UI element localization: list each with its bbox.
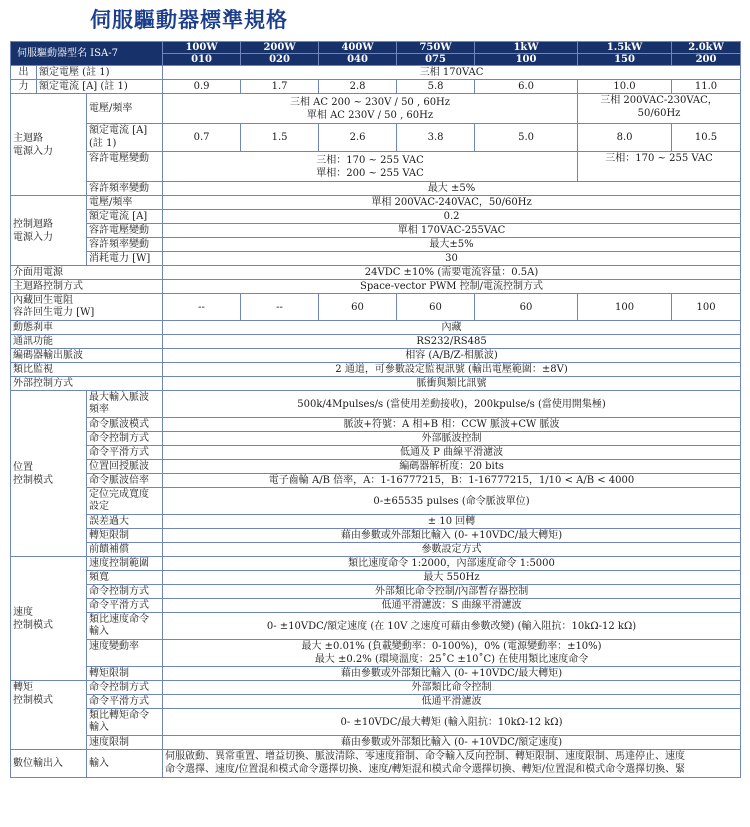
main-voltage-value-high: 三相 200VAC-230VAC，50/60Hz xyxy=(578,94,741,124)
model-code-075: 075 xyxy=(397,54,475,66)
speed-variation-value xyxy=(163,640,741,667)
regen-label xyxy=(11,294,163,321)
control-method-label: 主迴路控制方式 xyxy=(11,280,163,294)
main-freq-label: 容許頻率變動 xyxy=(87,182,163,196)
model-power-750w: 750W xyxy=(397,42,475,54)
regen-075: 60 xyxy=(397,294,475,321)
spec-table xyxy=(10,41,741,778)
speed-cmd-smooth-label: 命令平滑方式 xyxy=(87,599,163,613)
speed-torque-limit-label: 轉矩限制 xyxy=(87,667,163,681)
model-power-1kw: 1kW xyxy=(475,42,578,54)
torque-speed-limit-label: 速度限制 xyxy=(87,736,163,750)
model-power-400w: 400W xyxy=(319,42,397,54)
position-feedback-label: 位置回授脈波 xyxy=(87,460,163,474)
digital-input-value-line2: 命令選擇、速度/位置混和模式命令選擇切換、速度/轉矩混和模式命令選擇切換、轉矩/位置混和模式命令選擇切換、緊 xyxy=(165,763,686,775)
position-torque-limit-value: 藉由參數或外部類比輸入 (0- +10VDC/最大轉矩) xyxy=(163,529,741,543)
main-current-label xyxy=(87,124,163,152)
encoder-label: 編碼器輸出脈波 xyxy=(11,349,163,363)
position-cmd-control-label: 命令控制方式 xyxy=(87,432,163,446)
model-code-020: 020 xyxy=(241,54,319,66)
speed-cmd-smooth-value: 低通平滑濾波：S 曲線平滑濾波 xyxy=(163,599,741,613)
speed-torque-limit-value: 藉由參數或外部類比輸入 (0- +10VDC/最大轉矩) xyxy=(163,667,741,681)
position-max-pulse-label-line2: 頻率 xyxy=(89,404,109,415)
main-current-010: 0.7 xyxy=(163,124,241,152)
main-current-040: 2.6 xyxy=(319,124,397,152)
main-current-label-line2: (註 1) xyxy=(89,137,117,149)
speed-analog-cmd-label xyxy=(87,613,163,640)
speed-range-value: 類比速度命令 1:2000，內部速度命令 1:5000 xyxy=(163,557,741,571)
output-current-100: 6.0 xyxy=(475,80,578,94)
torque-analog-cmd-label xyxy=(87,709,163,736)
digital-io-group: 數位輸出入 xyxy=(11,750,87,778)
position-cmd-smooth-label: 命令平滑方式 xyxy=(87,446,163,460)
output-current-020: 1.7 xyxy=(241,80,319,94)
torque-mode-group-line2: 控制模式 xyxy=(13,695,53,706)
model-label: 伺服驅動器型名 ISA-7 xyxy=(11,42,163,66)
control-consumption-label: 消耗電力 [W] xyxy=(87,252,163,266)
model-power-1-5kw: 1.5kW xyxy=(578,42,672,54)
main-power-group xyxy=(11,94,87,196)
speed-variation-value-line2: 最大 ±0.2% (環境溫度：25˚C ±10˚C) 在使用類比速度命令 xyxy=(314,654,589,665)
main-current-075: 3.8 xyxy=(397,124,475,152)
main-current-label-line1: 額定電流 [A] xyxy=(89,125,148,136)
torque-cmd-control-value: 外部類比命令控制 xyxy=(163,681,741,695)
model-power-200w: 200W xyxy=(241,42,319,54)
model-code-040: 040 xyxy=(319,54,397,66)
position-max-pulse-label xyxy=(87,391,163,418)
model-power-100w: 100W xyxy=(163,42,241,54)
output-rated-current-label: 額定電流 [A] (註 1) xyxy=(37,80,163,94)
torque-cmd-smooth-value: 低通平滑濾波 xyxy=(163,695,741,709)
regen-040: 60 xyxy=(319,294,397,321)
position-torque-limit-label: 轉矩限制 xyxy=(87,529,163,543)
regen-label-line2: 容許回生電力 [W] xyxy=(13,307,95,318)
speed-bandwidth-value: 最大 550Hz xyxy=(163,571,741,585)
regen-200: 100 xyxy=(672,294,741,321)
main-voltage-value-line2: 單相 AC 230V / 50 , 60Hz xyxy=(306,109,434,121)
position-inpos-label-line2: 設定 xyxy=(89,501,109,512)
position-inpos-label xyxy=(87,488,163,515)
encoder-value: 相容 (A/B/Z-相脈波) xyxy=(163,349,741,363)
speed-mode-group-line1: 速度 xyxy=(13,606,33,618)
main-tolerance-value-high: 三相：170 ~ 255 VAC xyxy=(578,152,741,182)
position-mode-group-line1: 位置 xyxy=(13,461,33,473)
speed-mode-group-line2: 控制模式 xyxy=(13,619,53,631)
control-power-group-line2: 電源入力 xyxy=(13,231,53,243)
main-current-150: 8.0 xyxy=(578,124,672,152)
digital-input-label: 輸入 xyxy=(87,750,163,778)
control-current-value: 0.2 xyxy=(163,210,741,224)
control-voltage-label: 電壓/頻率 xyxy=(87,196,163,210)
output-rated-voltage-value: 三相 170VAC xyxy=(163,66,741,80)
main-tolerance-value-line1: 三相：170 ~ 255 VAC xyxy=(316,154,424,166)
main-tolerance-label: 容許電壓變動 xyxy=(87,152,163,182)
position-feedforward-value: 參數設定方式 xyxy=(163,543,741,557)
torque-mode-group xyxy=(11,681,87,750)
output-current-200: 11.0 xyxy=(672,80,741,94)
control-tolerance-label: 容許電壓變動 xyxy=(87,224,163,238)
digital-input-value-line1: 伺服啟動、異常重置、增益切換、脈波清除、零速度箝制、命令輸入反向控制、轉矩限制、速度限制、馬達停止、速度 xyxy=(165,751,686,762)
analog-monitor-value: 2 通道，可參數設定監視訊號 (輸出電壓範圍：±8V) xyxy=(163,363,741,377)
control-power-group xyxy=(11,196,87,266)
position-pulse-mode-label: 命令脈波模式 xyxy=(87,418,163,432)
main-voltage-value xyxy=(163,94,578,124)
digital-input-value xyxy=(163,750,741,778)
model-power-2kw: 2.0kW xyxy=(672,42,741,54)
analog-monitor-label: 類比監視 xyxy=(11,363,163,377)
position-max-pulse-value: 500k/4Mpulses/s (當使用差動接收)，200kpulse/s (當使用開集極) xyxy=(163,391,741,418)
main-current-100: 5.0 xyxy=(475,124,578,152)
regen-label-line1: 內藏回生電阻 xyxy=(13,294,73,306)
torque-analog-cmd-value: 0- ±10VDC/最大轉矩 (輸入阻抗：10kΩ-12 kΩ) xyxy=(163,709,741,736)
speed-mode-group xyxy=(11,557,87,681)
main-freq-value: 最大 ±5% xyxy=(163,182,741,196)
speed-cmd-control-label: 命令控制方式 xyxy=(87,585,163,599)
speed-analog-cmd-label-line2: 輸入 xyxy=(89,626,109,637)
output-current-040: 2.8 xyxy=(319,80,397,94)
regen-020: -- xyxy=(241,294,319,321)
interface-power-label: 介面用電源 xyxy=(11,266,163,280)
regen-150: 100 xyxy=(578,294,672,321)
control-freq-label: 容許頻率變動 xyxy=(87,238,163,252)
output-current-075: 5.8 xyxy=(397,80,475,94)
output-current-150: 10.0 xyxy=(578,80,672,94)
main-voltage-label: 電壓/頻率 xyxy=(87,94,163,124)
torque-analog-cmd-label-line2: 輸入 xyxy=(89,722,109,733)
interface-power-value: 24VDC ±10% (需要電流容量：0.5A) xyxy=(163,266,741,280)
output-group-top: 出 xyxy=(11,66,37,80)
main-current-200: 10.5 xyxy=(672,124,741,152)
position-gear-value: 電子齒輪 A/B 倍率，A：1-16777215，B：1-16777215，1/10 < A/B < 4000 xyxy=(163,474,741,488)
main-power-group-line2: 電源入力 xyxy=(13,145,53,157)
torque-cmd-smooth-label: 命令平滑方式 xyxy=(87,695,163,709)
speed-range-label: 速度控制範圍 xyxy=(87,557,163,571)
control-consumption-value: 30 xyxy=(163,252,741,266)
position-error-value: ± 10 回轉 xyxy=(163,515,741,529)
dynamic-brake-label: 動態刹車 xyxy=(11,321,163,335)
position-cmd-control-value: 外部脈波控制 xyxy=(163,432,741,446)
main-voltage-value-line1: 三相 AC 200 ~ 230V / 50 , 60Hz xyxy=(289,96,451,108)
position-cmd-smooth-value: 低通及 P 曲線平滑濾波 xyxy=(163,446,741,460)
position-inpos-label-line1: 定位完成寬度 xyxy=(89,488,149,500)
main-tolerance-value xyxy=(163,152,578,182)
position-pulse-mode-value: 脈波+符號：A 相+B 相：CCW 脈波+CW 脈波 xyxy=(163,418,741,432)
model-code-010: 010 xyxy=(163,54,241,66)
position-feedforward-label: 前饋補償 xyxy=(87,543,163,557)
control-power-group-line1: 控制迴路 xyxy=(13,218,53,230)
control-current-label: 額定電流 [A] xyxy=(87,210,163,224)
position-inpos-value: 0-±65535 pulses (命令脈波單位) xyxy=(163,488,741,515)
position-feedback-value: 編碼器解析度：20 bits xyxy=(163,460,741,474)
control-tolerance-value: 單相 170VAC-255VAC xyxy=(163,224,741,238)
regen-100: 60 xyxy=(475,294,578,321)
comm-value: RS232/RS485 xyxy=(163,335,741,349)
torque-mode-group-line1: 轉矩 xyxy=(13,682,33,693)
regen-010: -- xyxy=(163,294,241,321)
model-code-200: 200 xyxy=(672,54,741,66)
speed-variation-value-line1: 最大 ±0.01% (負載變動率：0-100%)，0% (電源變動率：±10%) xyxy=(301,641,602,652)
speed-analog-cmd-label-line1: 類比速度命令 xyxy=(89,613,149,625)
torque-speed-limit-value: 藉由參數或外部類比輸入 (0- +10VDC/額定速度) xyxy=(163,736,741,750)
model-code-100: 100 xyxy=(475,54,578,66)
position-error-label: 誤差過大 xyxy=(87,515,163,529)
control-freq-value: 最大±5% xyxy=(163,238,741,252)
speed-variation-label: 速度變動率 xyxy=(87,640,163,667)
main-current-020: 1.5 xyxy=(241,124,319,152)
speed-analog-cmd-value: 0- ±10VDC/額定速度 (在 10V 之速度可藉由參數改變) (輸入阻抗：10kΩ-12 kΩ) xyxy=(163,613,741,640)
torque-analog-cmd-label-line1: 類比轉矩命令 xyxy=(89,709,149,721)
main-power-group-line1: 主迴路 xyxy=(13,132,43,144)
output-current-010: 0.9 xyxy=(163,80,241,94)
position-gear-label: 命令脈波倍率 xyxy=(87,474,163,488)
output-group-bottom: 力 xyxy=(11,80,37,94)
control-method-value: Space-vector PWM 控制/電流控制方式 xyxy=(163,280,741,294)
output-rated-voltage-label: 額定電壓 (註 1) xyxy=(37,66,163,80)
main-tolerance-value-line2: 單相：200 ~ 255 VAC xyxy=(316,167,424,179)
control-voltage-value: 單相 200VAC-240VAC，50/60Hz xyxy=(163,196,741,210)
page-title: 伺服驅動器標準規格 xyxy=(90,8,288,32)
ext-control-label: 外部控制方式 xyxy=(11,377,163,391)
dynamic-brake-value: 內藏 xyxy=(163,321,741,335)
comm-label: 通訊功能 xyxy=(11,335,163,349)
position-mode-group xyxy=(11,391,87,557)
speed-cmd-control-value: 外部類比命令控制/內部暫存器控制 xyxy=(163,585,741,599)
ext-control-value: 脈衝與類比訊號 xyxy=(163,377,741,391)
position-max-pulse-label-line1: 最大輸入脈波 xyxy=(89,391,149,403)
position-mode-group-line2: 控制模式 xyxy=(13,474,53,486)
torque-cmd-control-label: 命令控制方式 xyxy=(87,681,163,695)
model-code-150: 150 xyxy=(578,54,672,66)
speed-bandwidth-label: 頻寬 xyxy=(87,571,163,585)
